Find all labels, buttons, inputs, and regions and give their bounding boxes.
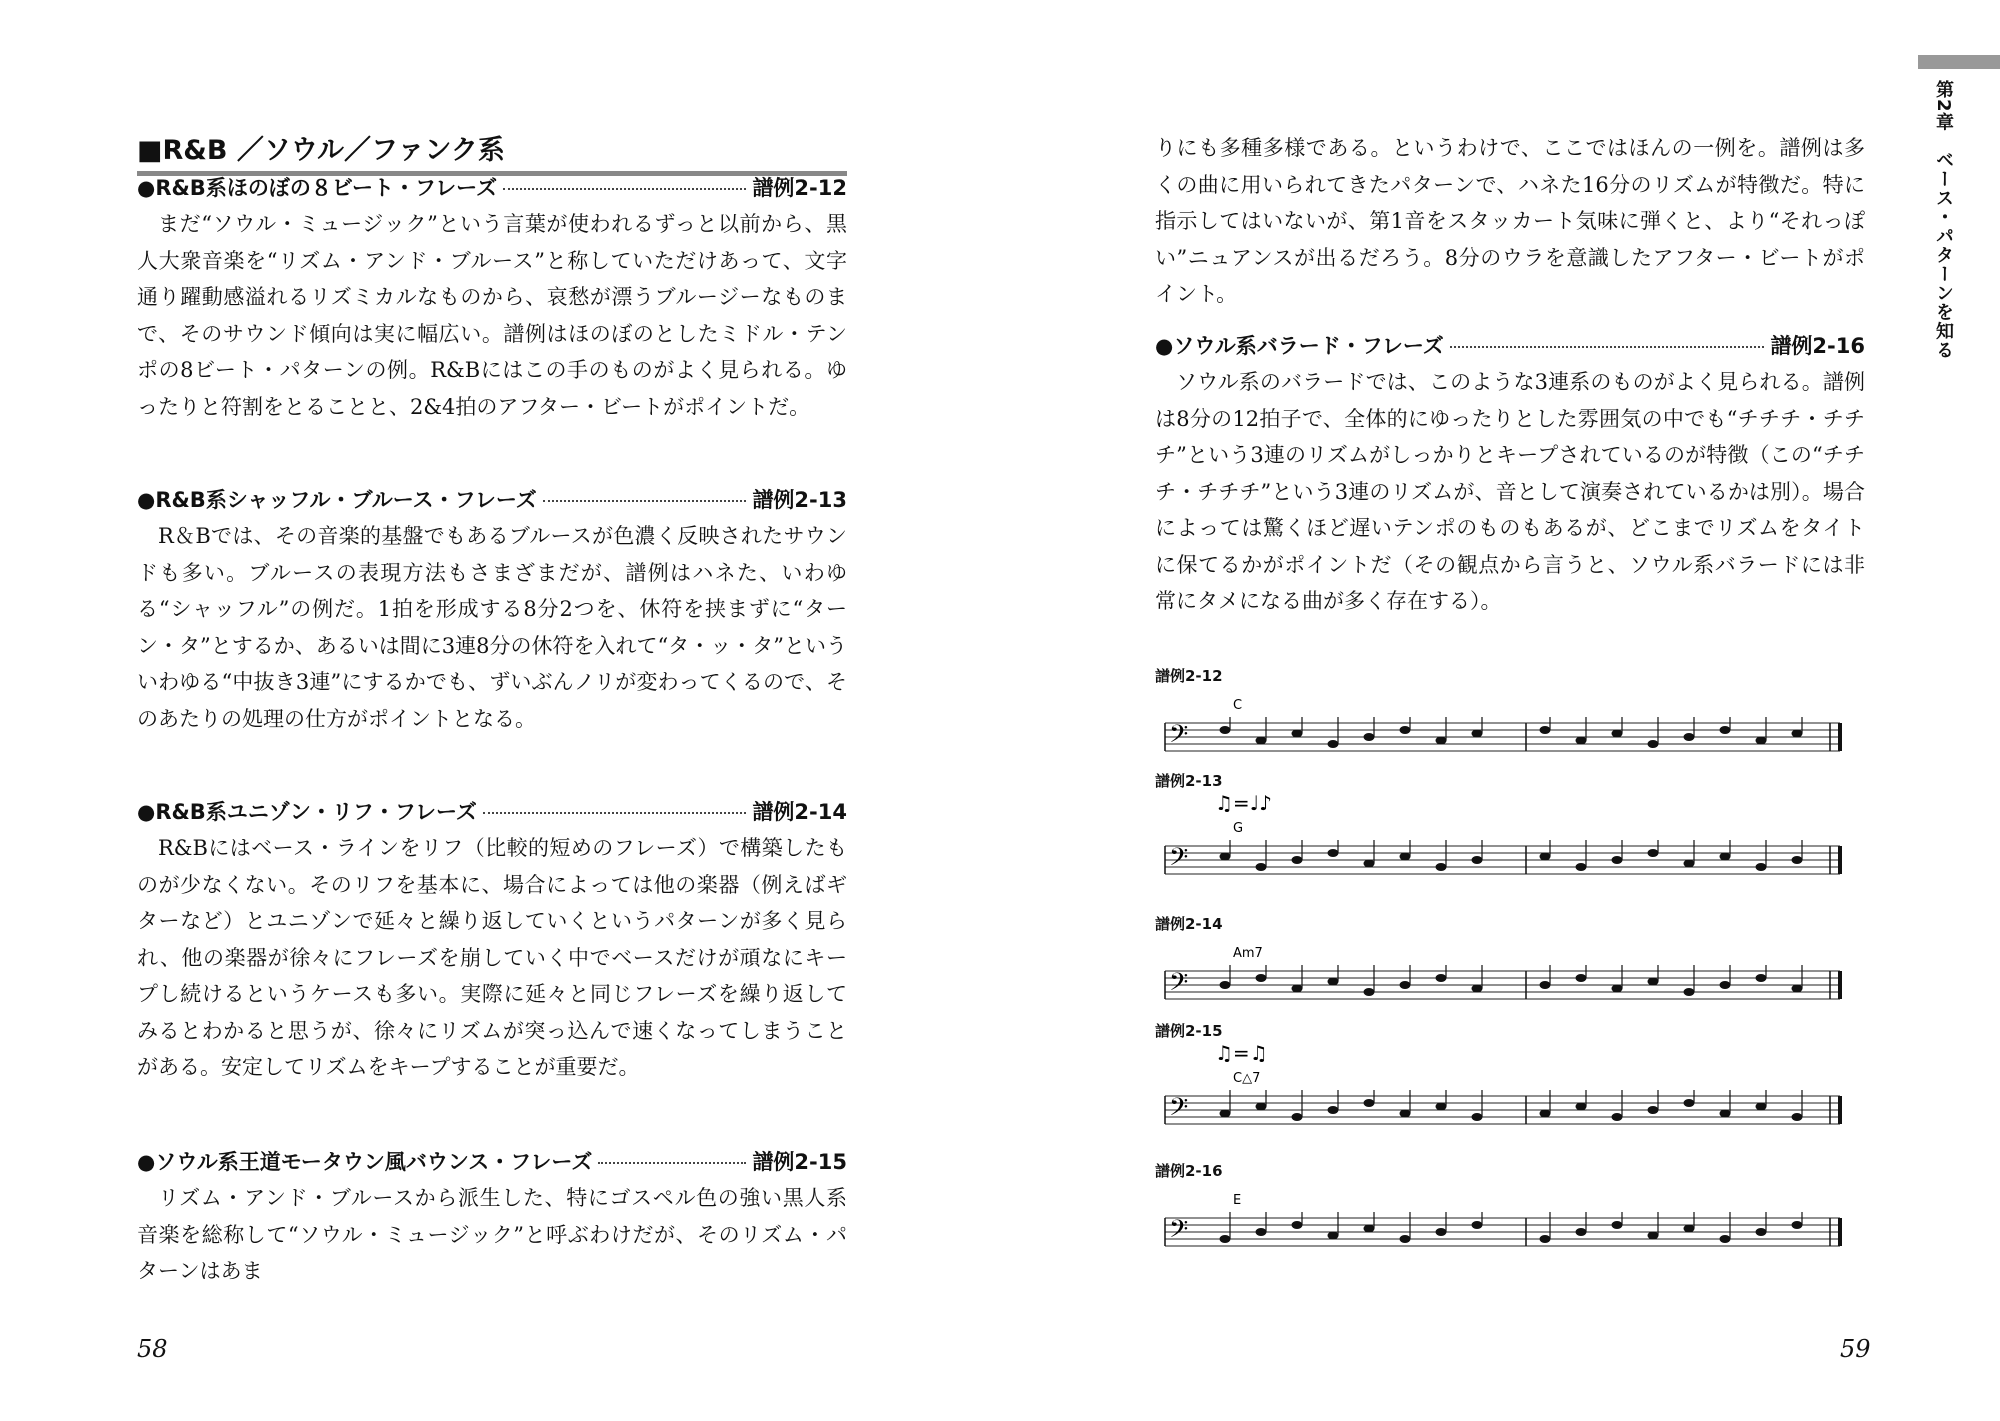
note-head [1684, 733, 1695, 741]
note-head [1540, 726, 1551, 734]
note-head [1540, 1110, 1551, 1118]
note-head [1612, 730, 1623, 738]
note-head [1612, 1113, 1623, 1121]
note-head [1436, 1103, 1447, 1111]
note-head [1648, 849, 1659, 857]
note-head [1256, 1228, 1267, 1236]
paragraph-2-16: ソウル系のバラードでは、このような3連系のものがよく見られる。譜例は8分の12拍子で、全体的にゆったりとした雰囲気の中でも“チチチ・チチチ”という3連のリズムがしっかりとキープされているのが特徴（この“チチチ・チチチ”という3連のリズムが、音として演奏されているかは別）。場合によっては驚くほど遅いテンポのものもあるが、どこまでリズムをタイトに保てるかがポイントだ（その観点から言うと、ソウル系バラードには非常にタメになる曲が多く存在する）。 [1155, 370, 1865, 613]
bass-clef-icon: 𝄢 [1169, 968, 1189, 1003]
paragraph-2-12: まだ“ソウル・ミュージック”という言葉が使われるずっと以前から、黒人大衆音楽を“リズム・アンド・ブルース”と称していただけあって、文字通り躍動感溢れるリズミカルなものから、哀愁が漂うブルージーなものまで、そのサウンド傾向は実に幅広い。譜例はほのぼのとしたミドル・テンポの8ビート・パターンの例。R&Bにはこの手のものがよく見られる。ゆったりと符割をとることと、2&4拍のアフター・ビートがポイントだ。 [137, 212, 847, 419]
note-head [1540, 981, 1551, 989]
note-head [1792, 1221, 1803, 1229]
bass-clef-icon: 𝄢 [1169, 1215, 1189, 1250]
note-head [1756, 1228, 1767, 1236]
note-head [1576, 1228, 1587, 1236]
note-head [1756, 1103, 1767, 1111]
note-head [1220, 1235, 1231, 1243]
note-head [1328, 849, 1339, 857]
bass-clef-icon: 𝄢 [1169, 720, 1189, 755]
heading-text: ●R&B系ほのぼの８ビート・フレーズ [137, 176, 498, 200]
note-head [1292, 1113, 1303, 1121]
note-head [1684, 860, 1695, 868]
chord-symbol: E [1233, 1193, 1242, 1208]
note-head [1364, 860, 1375, 868]
note-head [1220, 1110, 1231, 1118]
note-head [1436, 863, 1447, 871]
chord-symbol: C△7 [1233, 1071, 1261, 1086]
note-head [1648, 978, 1659, 986]
note-head [1400, 1110, 1411, 1118]
music-staff [1155, 1178, 1855, 1278]
note-head [1292, 985, 1303, 993]
note-head [1364, 1099, 1375, 1107]
score-label: 譜例2-13 [1155, 772, 1223, 790]
note-head [1756, 863, 1767, 871]
heading-text: ●ソウル系バラード・フレーズ [1155, 334, 1444, 358]
note-head [1720, 1235, 1731, 1243]
leader-dots [598, 1162, 746, 1164]
note-head [1540, 1235, 1551, 1243]
note-head [1256, 974, 1267, 982]
heading-2-14 [137, 796, 847, 826]
note-head [1576, 737, 1587, 745]
leader-dots [503, 188, 746, 190]
score-ref: 譜例2-15 [752, 1150, 847, 1174]
chapter-title: 第2章 ベース・パターンを知る [1933, 80, 1954, 360]
note-head [1400, 726, 1411, 734]
note-head [1472, 730, 1483, 738]
note-head [1792, 1113, 1803, 1121]
heading-text: ●ソウル系王道モータウン風バウンス・フレーズ [137, 1150, 593, 1174]
note-head [1472, 1221, 1483, 1229]
note-head [1540, 853, 1551, 861]
chord-symbol: C [1233, 698, 1243, 713]
score-label: 譜例2-14 [1155, 915, 1223, 933]
score-label: 譜例2-16 [1155, 1162, 1223, 1180]
note-head [1472, 856, 1483, 864]
music-staff [1155, 1038, 1855, 1138]
heading-2-16 [1155, 330, 1865, 360]
paragraph-2-14: R&Bにはベース・ラインをリフ（比較的短めのフレーズ）で構築したものが少なくない。そのリフを基本に、場合によっては他の楽器（例えばギターなど）とユニゾンで延々と繰り返していくというパターンが多く見られ、他の楽器が徐々にフレーズを崩していく中でベースだけが頑なにキープし続けるというケースも多い。実際に延々と同じフレーズを繰り返してみるとわかると思うが、徐々にリズムが突っ込んで速くなってしまうことがある。安定してリズムをキープすることが重要だ。 [137, 836, 847, 1079]
heading-text: ●R&B系ユニゾン・リフ・フレーズ [137, 800, 477, 824]
heading-2-12 [137, 172, 847, 202]
score-ref: 譜例2-14 [752, 800, 847, 824]
page-number: 58 [137, 1335, 168, 1363]
note-head [1436, 974, 1447, 982]
note-head [1756, 974, 1767, 982]
note-head [1364, 1225, 1375, 1233]
heading-2-15 [137, 1146, 847, 1176]
chapter-tab-bar [1918, 55, 2000, 69]
note-head [1720, 853, 1731, 861]
note-head [1756, 737, 1767, 745]
note-head [1648, 1232, 1659, 1240]
paragraph-2-13: R＆Bでは、その音楽的基盤でもあるブルースが色濃く反映されたサウンドも多い。ブルースの表現方法もさまざまだが、譜例はハネた、いわゆる“シャッフル”の例だ。1拍を形成する8分2つを、休符を挟まずに“ターン・タ”とするか、あるいは間に3連8分の休符を入れて“タ・ッ・タ”といういわゆる“中抜き3連”にするかでも、ずいぶんノリが変わってくるので、そのあたりの処理の仕方がポイントとなる。 [137, 524, 847, 731]
note-head [1472, 985, 1483, 993]
note-head [1720, 981, 1731, 989]
note-head [1436, 1228, 1447, 1236]
music-staff [1155, 683, 1855, 783]
note-head [1400, 981, 1411, 989]
note-head [1792, 985, 1803, 993]
note-head [1576, 974, 1587, 982]
note-head [1684, 1225, 1695, 1233]
note-head [1364, 733, 1375, 741]
note-head [1472, 1113, 1483, 1121]
score-label: 譜例2-15 [1155, 1022, 1223, 1040]
page-number: 59 [1840, 1335, 1871, 1363]
score-label: 譜例2-12 [1155, 667, 1223, 685]
note-head [1364, 988, 1375, 996]
note-head [1256, 737, 1267, 745]
note-head [1328, 1106, 1339, 1114]
bass-clef-icon: 𝄢 [1169, 1093, 1189, 1128]
note-head [1612, 1221, 1623, 1229]
note-head [1256, 863, 1267, 871]
leader-dots [1450, 346, 1765, 348]
score-ref: 譜例2-16 [1770, 334, 1865, 358]
leader-dots [483, 812, 747, 814]
note-head [1720, 726, 1731, 734]
swing-marking: ♫=♫ [1215, 1041, 1268, 1065]
note-head [1684, 988, 1695, 996]
note-head [1256, 1103, 1267, 1111]
note-head [1612, 985, 1623, 993]
section-title: ■R&B ／ソウル／ファンク系 [137, 128, 847, 176]
note-head [1612, 856, 1623, 864]
note-head [1328, 740, 1339, 748]
note-head [1436, 737, 1447, 745]
note-head [1720, 1110, 1731, 1118]
heading-2-13 [137, 484, 847, 514]
note-head [1648, 740, 1659, 748]
note-head [1220, 981, 1231, 989]
music-staff [1155, 931, 1855, 1031]
note-head [1400, 1235, 1411, 1243]
note-head [1220, 853, 1231, 861]
note-head [1792, 856, 1803, 864]
note-head [1292, 856, 1303, 864]
bass-clef-icon: 𝄢 [1169, 843, 1189, 878]
note-head [1576, 863, 1587, 871]
music-staff [1155, 788, 1855, 888]
note-head [1220, 726, 1231, 734]
swing-marking: ♫=♩♪ [1215, 791, 1272, 815]
leader-dots [543, 500, 747, 502]
note-head [1648, 1106, 1659, 1114]
note-head [1576, 1103, 1587, 1111]
note-head [1328, 1232, 1339, 1240]
heading-text: ●R&B系シャッフル・ブルース・フレーズ [137, 488, 537, 512]
note-head [1684, 1099, 1695, 1107]
note-head [1400, 853, 1411, 861]
note-head [1328, 978, 1339, 986]
continued-paragraph: りにも多種多様である。というわけで、ここではほんの一例を。譜例は多くの曲に用いられてきたパターンで、ハネた16分のリズムが特徴だ。特に指示してはいないが、第1音をスタッカート気味に弾くと、より“それっぽい”ニュアンスが出るだろう。8分のウラを意識したアフター・ビートがポイント。 [1155, 136, 1865, 306]
score-ref: 譜例2-13 [752, 488, 847, 512]
note-head [1292, 1221, 1303, 1229]
paragraph-2-15: リズム・アンド・ブルースから派生した、特にゴスペル色の強い黒人系音楽を総称して“ソウル・ミュージック”と呼ぶわけだが、そのリズム・パターンはあま [137, 1186, 847, 1283]
chord-symbol: G [1233, 821, 1244, 836]
score-ref: 譜例2-12 [752, 176, 847, 200]
note-head [1792, 730, 1803, 738]
chord-symbol: Am7 [1233, 946, 1263, 961]
right-page [1000, 0, 2000, 1421]
note-head [1292, 730, 1303, 738]
